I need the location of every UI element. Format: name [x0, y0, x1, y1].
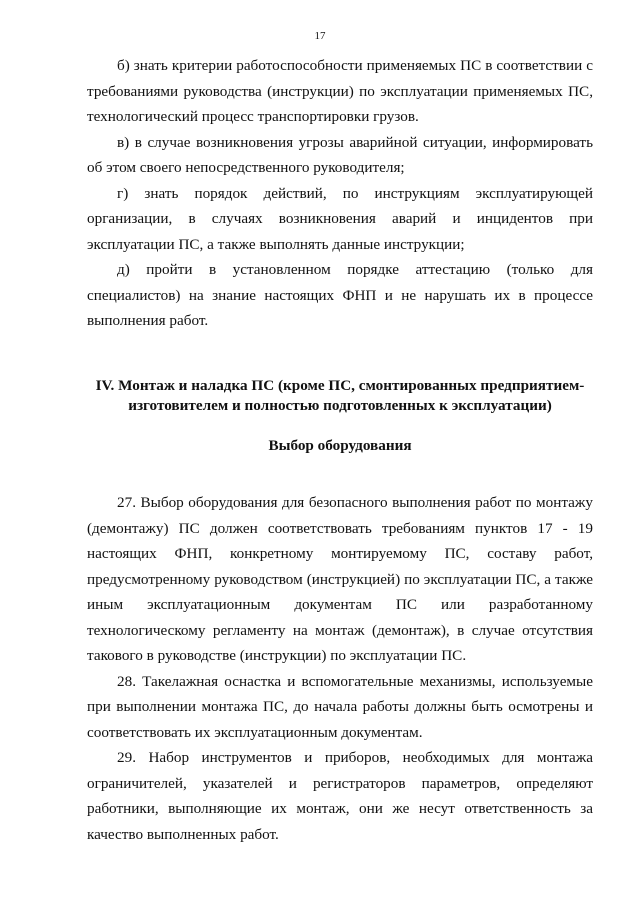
section-paragraphs	[87, 490, 593, 847]
page-number: 17	[314, 30, 326, 42]
paragraph-d: д) пройти в установленном порядке аттестацию (только для специалистов) на знание настоящих ФНП и не нарушать их в процессе выполнения работ.	[87, 261, 593, 329]
subsection-heading: Выбор оборудования	[268, 437, 412, 454]
paragraph-g: г) знать порядок действий, по инструкциям эксплуатирующей организации, в случаях возникновения аварий и инцидентов при эксплуатации ПС, а также выполнять данные инструкции;	[87, 184, 593, 253]
paragraph-29: 29. Набор инструментов и приборов, необходимых для монтажа ограничителей, указателей и регистраторов параметров, определяют работники, выполняющие их монтаж, они же несут ответственность за качество выполненных работ.	[87, 749, 593, 843]
paragraph-v: в) в случае возникновения угрозы аварийной ситуации, информировать об этом своего непосредственного руководителя;	[87, 133, 593, 176]
paragraph-28: 28. Такелажная оснастка и вспомогательные механизмы, используемые при выполнении монтажа ПС, до начала работы должны быть осмотрены и соответствовать их эксплуатационным документам.	[87, 672, 593, 741]
section-heading: IV. Монтаж и наладка ПС (кроме ПС, смонтированных предприятием-изготовителем и полностью подготовленных к эксплуатации)	[95, 377, 585, 414]
paragraph-b: б) знать критерии работоспособности применяемых ПС в соответствии с требованиями руководства (инструкции) по эксплуатации применяемых ПС, технологический процесс транспортировки грузов.	[87, 57, 593, 125]
paragraph-27: 27. Выбор оборудования для безопасного выполнения работ по монтажу (демонтажу) ПС должен соответствовать требованиям пунктов 17 - 19 настоящих ФНП, конкретному монтируемому ПС, составу работ, предусмотренному руководством (инструкцией) по эксплуатации ПС, а также иным эксплуатационным документам ПС или разработанному технологическому регламенту на монтаж (демонтаж), в случае отсутствия такового в руководстве (инструкции) по эксплуатации ПС.	[87, 494, 593, 664]
intro-paragraphs	[87, 53, 593, 334]
